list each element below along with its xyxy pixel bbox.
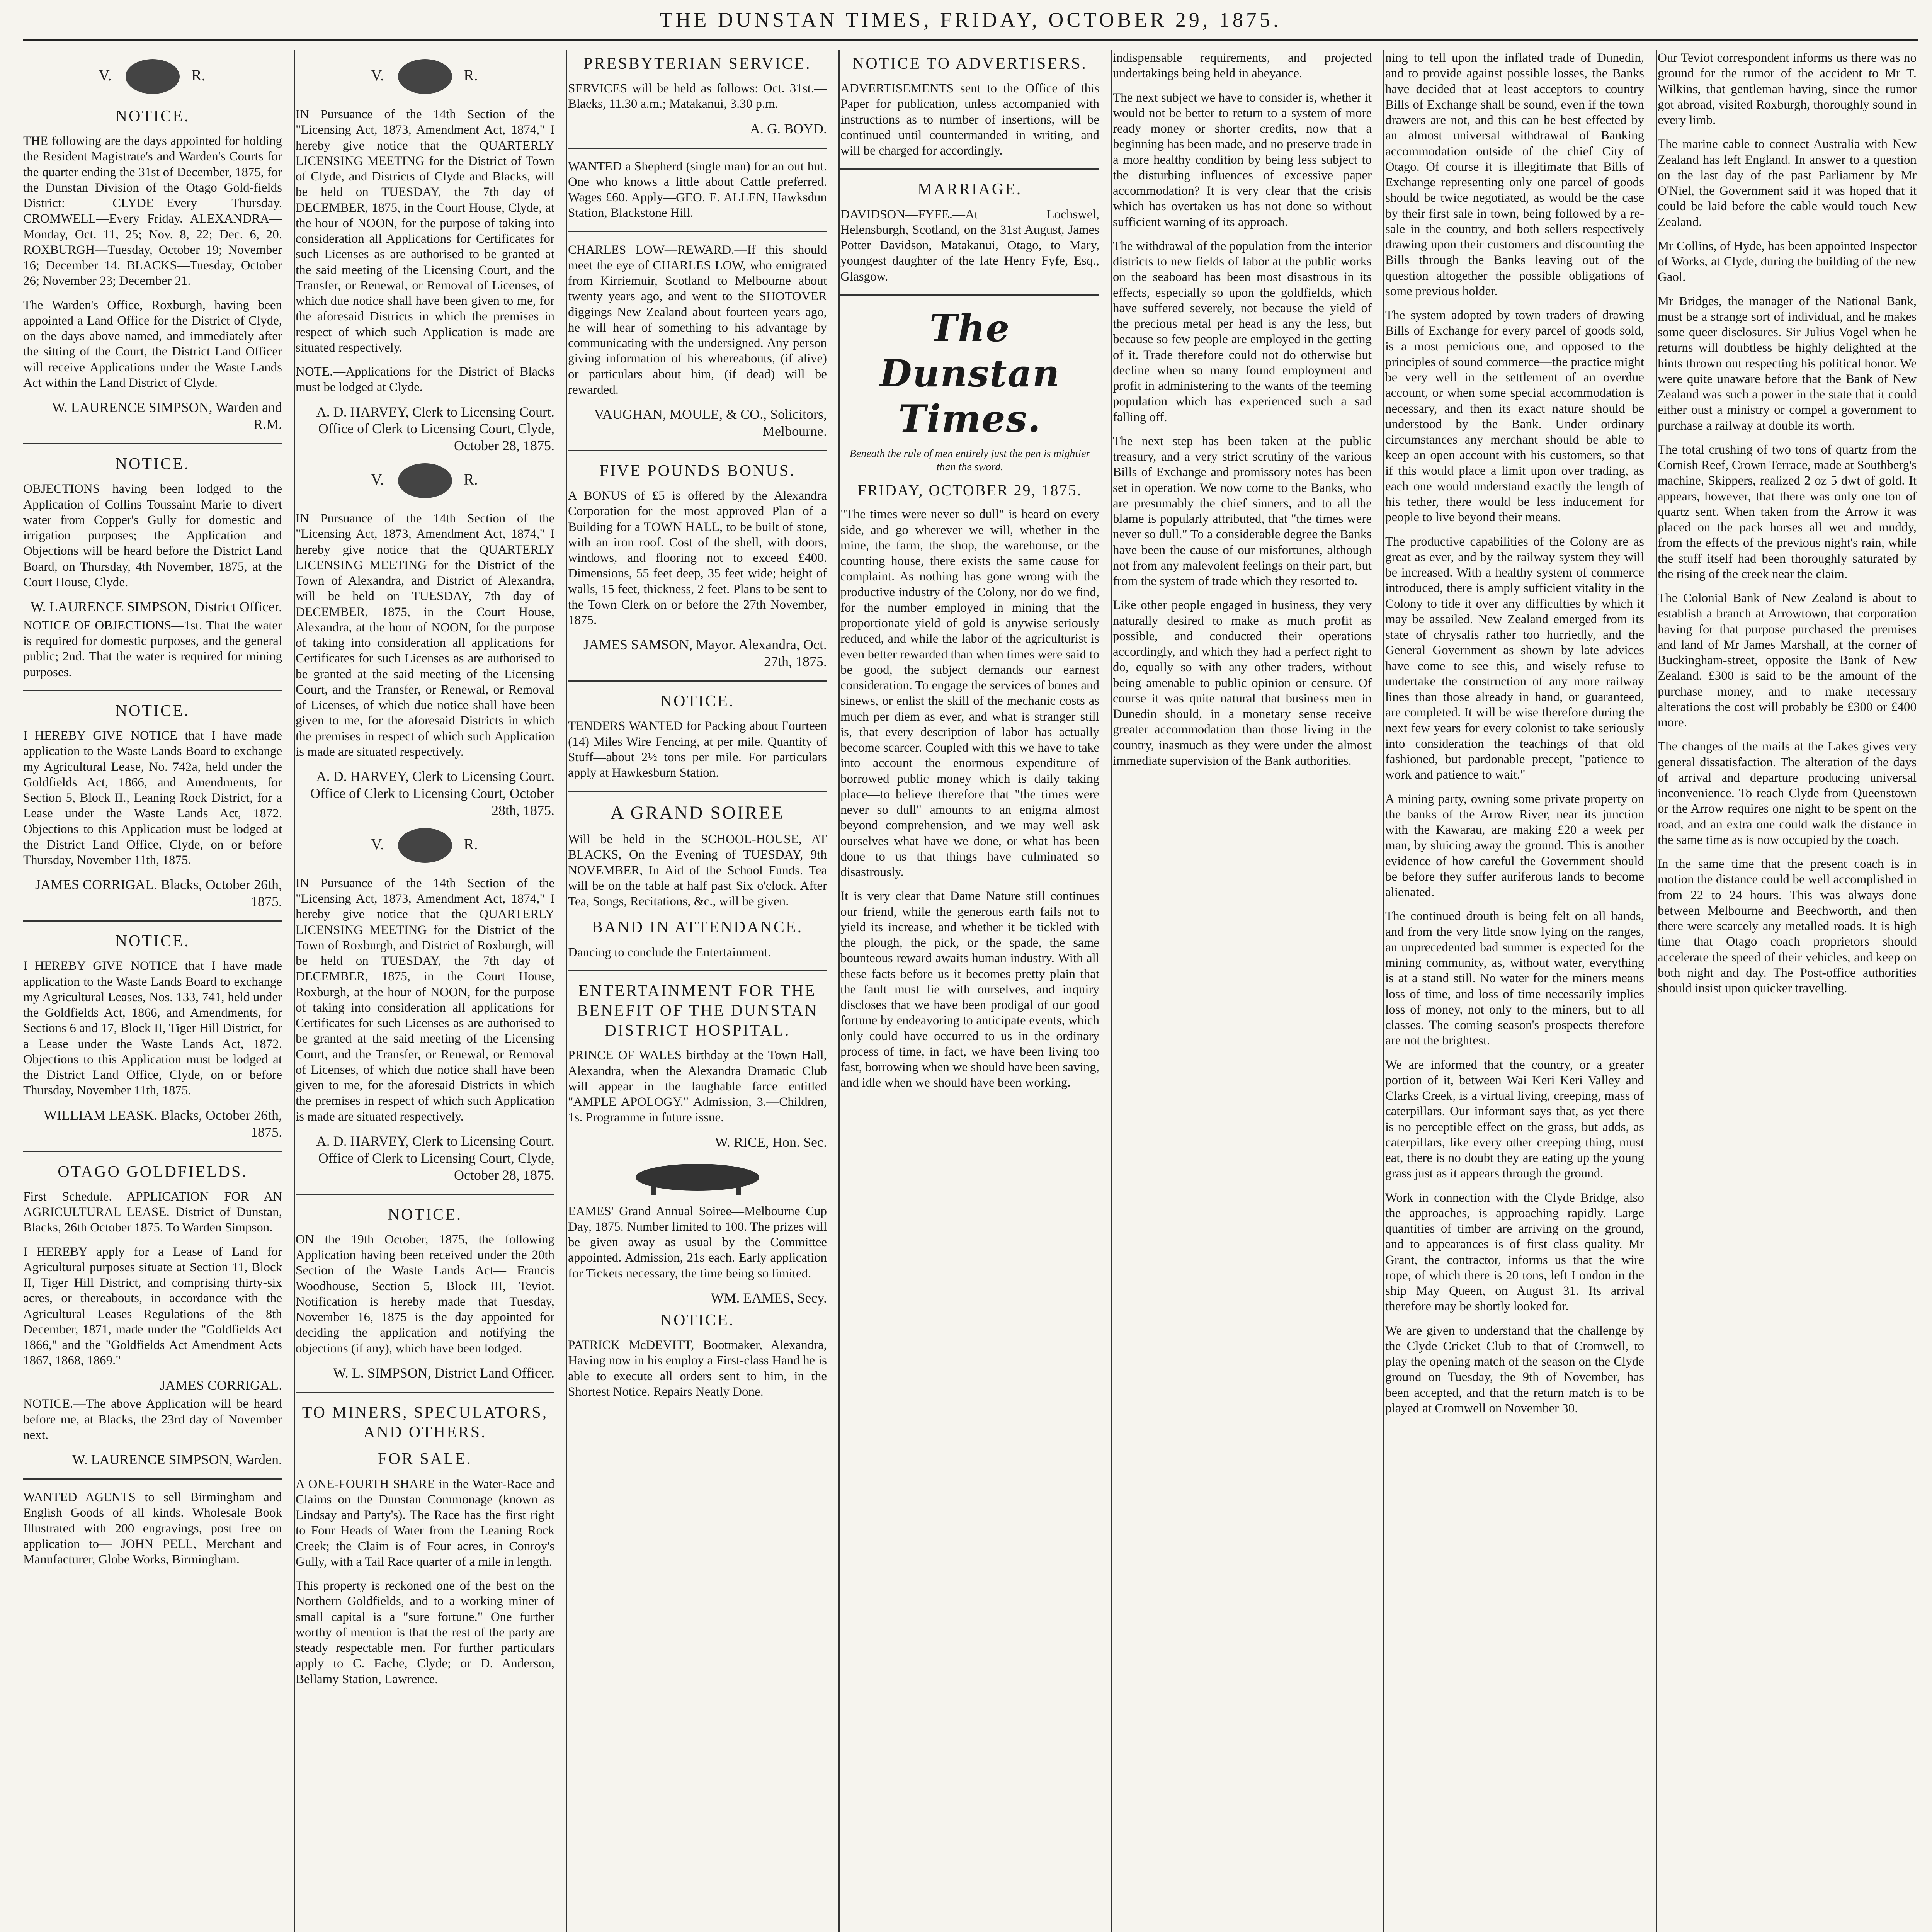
column-2 xyxy=(296,50,554,1932)
news-item: We are given to understand that the challenge by the Clyde Cricket Club to that of Cromwell, to play the opening match of the season on the Clyde ground on Tuesday, the 9th of November, has been accepted, and that the return match is to be played at Cromwell on November 30. xyxy=(1385,1323,1644,1415)
signature: W. LAURENCE SIMPSON, District Officer. xyxy=(31,599,282,615)
agents-wanted-ad: WANTED AGENTS to sell Birmingham and English Goods of all kinds. Wholesale Book Illustrated with 200 engravings, post free on application to— JOHN PELL, Merchant and Manufacturer, Globe Works, Birmingham. xyxy=(23,1490,282,1567)
signature: A. D. HARVEY, Clerk to Licensing Court. Office of Clerk to Licensing Court, Clyde, October 28, 1875. xyxy=(316,404,554,454)
signature: WM. EAMES, Secy. xyxy=(711,1290,827,1306)
objections-list: NOTICE OF OBJECTIONS—1st. That the water is required for domestic purposes, and the general public; 2nd. That the water is required for mining purposes. xyxy=(23,618,282,679)
application-header: First Schedule. APPLICATION FOR AN AGRICULTURAL LEASE. District of Dunstan, Blacks, 26th October 1875. To Warden Simpson. xyxy=(23,1189,282,1235)
land-office-text: The Warden's Office, Roxburgh, having been appointed a Land Office for the District of Clyde, on the days above named, and immediately after the sitting of the Court, the District Land Officer will receive Applications under the Waste Lands Act within the Land District of Clyde. xyxy=(23,298,282,390)
section-heading: FOR SALE. xyxy=(378,1450,472,1468)
editorial-paragraph: Like other people engaged in business, they very naturally desired to make as much profit as possible, and conducted their operations accordingly, and which they had a perfect right to do, equally so with any other traders, without being amenable to public opinion or censure. Of course it was quite natural that business men in Dunedin should, in a monetary sense receive greater accommodation than those living in the country, inasmuch as they were under the almost immediate supervision of the Bank authorities. xyxy=(1113,598,1372,768)
divider xyxy=(296,1194,554,1195)
svg-text:V.: V. xyxy=(371,835,384,853)
divider xyxy=(568,148,827,149)
column-1 xyxy=(23,50,282,1932)
column-6 xyxy=(1385,50,1644,1932)
divider xyxy=(840,294,1099,296)
notice-title: NOTICE. xyxy=(660,692,735,711)
section-heading: BAND IN ATTENDANCE. xyxy=(592,918,803,937)
reward-notice: CHARLES LOW—REWARD.—If this should meet the eye of CHARLES LOW, who emigrated from Kirriemuir, Scotland to Melbourne about twenty years ago, and went to the SHOTOVER diggings New Zealand about fourteen years ago, he will hear of something to his advantage by communicating with the undersigned. Any person giving information of his whereabouts, (if alive) or particulars about him, (if dead) will be rewarded. xyxy=(568,243,827,397)
editorial-paragraph: The system adopted by town traders of drawing Bills of Exchange for every parcel of goods sold, is a most pernicious one, and opposed to the principles of sound commerce—the practice might be very well in the settlement of an overdue account, or when some special accommodation is necessary, and then its exact nature should be understood by the Bank. Under ordinary circumstances any merchant should be able to keep an open account with his customers, so that if this would place a limit upon over trading, as each one would understand exactly the length of his tether, there would be less inducement for people to live beyond their means. xyxy=(1385,308,1644,525)
section-heading: NOTICE TO ADVERTISERS. xyxy=(852,55,1087,73)
section-heading: TO MINERS, SPECULATORS, AND OTHERS. xyxy=(302,1403,548,1442)
section-heading: MARRIAGE. xyxy=(917,180,1022,199)
editorial-paragraph: The productive capabilities of the Colony are as great as ever, and by the railway system they will be increased. With a healthy system of commerce introduced, there is amply sufficient vitality in the Colony to tide it over any difficulties by which it may be assailed. New Zealand emerged from its state of chrysalis rather too hurriedly, and the General Government as shown by late advices have come to see this, and wisely refuse to undertake the construction of any more railway lines than those already in hand, or guaranteed, are completed. It will be wise therefore during the next few years for every colonist to take seriously into consideration the teachings of that old fashioned, but pardonable precept, "patience to work and patience to wait." xyxy=(1385,534,1644,782)
signature: A. D. HARVEY, Clerk to Licensing Court. Office of Clerk to Licensing Court, October 28th, 1875. xyxy=(310,769,554,818)
court-days-text: THE following are the days appointed for holding the Resident Magistrate's and Warden's Courts for the quarter ending the 31st of December, 1875, for the Dunstan Division of the Otago Gold-fields District:— CLYDE—Every Thursday. CROMWELL—Every Friday. ALEXANDRA—Monday, Oct. 11, 25; Nov. 8, 22; Dec. 6, 20. ROXBURGH—Tuesday, October 19; November 16; December 14. BLACKS—Tuesday, October 26; November 23; December 21. xyxy=(23,134,282,288)
divider xyxy=(568,450,827,451)
dateline: FRIDAY, OCTOBER 29, 1875. xyxy=(857,481,1082,499)
column-rule xyxy=(838,50,840,1932)
shepherd-wanted-ad: WANTED a Shepherd (single man) for an out hut. One who knows a little about Cattle preferred. Wages £60. Apply—GEO. E. ALLEN, Hawksdun Station, Blackstone Hill. xyxy=(568,159,827,220)
notice-title: NOTICE. xyxy=(115,455,190,473)
news-item: Mr Bridges, the manager of the National Bank, must be a strange sort of individual, and he makes some queer disclosures. Sir Julius Vogel when he returns will doubtless be highly delighted at the hints thrown out respecting his political honor. We were quite unaware before that the Bank of New Zealand was such a power in the state that it could either oust a ministry or compel a government to purchase a railway at double its worth. xyxy=(1658,294,1917,433)
news-item: The continued drouth is being felt on all hands, and from the very little snow lying on the ranges, an unprecedented bad summer is expected for the mining community, as, without water, everything is at a stand still. No water for the miners means loss of time, and loss of time necessarily implies loss of money, not only to the miners, but to all classes. The coming season's prospects therefore are not the brightest. xyxy=(1385,909,1644,1048)
svg-text:R.: R. xyxy=(191,66,206,84)
svg-text:V.: V. xyxy=(99,66,112,84)
newspaper-title-logo: The Dunstan Times. xyxy=(879,306,1060,441)
svg-text:V.: V. xyxy=(371,66,384,84)
waste-lands-notice: ON the 19th October, 1875, the following Application having been received under the 20th Section of the Waste Lands Act— Francis Woodhouse, Section 5, Block III, Teviot. Notification is hereby made that Tuesday, November 16, 1875 is the day appointed for deciding the application and notifying the objections (if any), which have been lodged. xyxy=(296,1232,554,1355)
column-rule xyxy=(566,50,567,1932)
svg-text:R.: R. xyxy=(464,835,478,853)
signature: W. LAURENCE SIMPSON, Warden and R.M. xyxy=(52,400,282,432)
royal-crest-icon xyxy=(367,53,483,100)
divider xyxy=(23,443,282,444)
hearing-notice: NOTICE.—The above Application will be heard before me, at Blacks, the 23rd day of November next. xyxy=(23,1397,282,1442)
presbyterian-service-text: SERVICES will be held as follows: Oct. 31st.—Blacks, 11.30 a.m.; Matakanui, 3.30 p.m. xyxy=(568,82,827,111)
section-heading: ENTERTAINMENT FOR THE BENEFIT OF THE DUNSTAN DISTRICT HOSPITAL. xyxy=(577,982,818,1040)
editorial-paragraph: "The times were never so dull" is heard on every side, and go wherever we will, whether in the mine, the farm, the shop, the warehouse, or the counting house, there exists the same cause for complaint. As nothing has gone wrong with the productive industry of the Colony, nor do we find, for the number employed in mining that the proportionate yield of gold is anywise seriously reduced, and while the labor of the agriculturist is even better rewarded than when times were said to be good, the subject demands our earnest consideration. To engage the services of bones and sinews, or enlist the skill of the mechanic costs as much per diem as ever, and what is stranger still is, that every description of labor has actually become scarcer. Coupled with this we have to take into account the enormous expenditure of borrowed public money which is daily taking place—to believe therefore that "the times were never so dull" amounts to an enigma almost beyond comprehension, and we may well ask ourselves what have we done, or what has been done to us that things have culminated so disastrously. xyxy=(840,507,1099,879)
objections-text: OBJECTIONS having been lodged to the Application of Collins Toussaint Marie to divert water from Copper's Gully for domestic and irrigation purposes; the Application and Objections will be heard before the District Land Board, on Thursday, 4th November, 1875, at the Court House, Clyde. xyxy=(23,482,282,589)
royal-crest-icon xyxy=(95,53,211,100)
soiree-text: Will be held in the SCHOOL-HOUSE, AT BLACKS, On the Evening of TUESDAY, 9th NOVEMBER, In Aid of the School Funds. Tea will be on the table at half past Six o'clock. After Tea, Songs, Recitations, &c., will be given. xyxy=(568,832,827,909)
notice-title: NOTICE. xyxy=(115,702,190,720)
signature: A. D. HARVEY, Clerk to Licensing Court. Office of Clerk to Licensing Court, Clyde, October 28, 1875. xyxy=(316,1133,554,1183)
signature: W. LAURENCE SIMPSON, Warden. xyxy=(72,1452,282,1468)
lease-notice-text: I HEREBY GIVE NOTICE that I have made application to the Waste Lands Board to exchange my Agricultural Lease, No. 742a, held under the Goldfields Act, 1866, and Amendments, for Section 5, Block II., Leaning Rock District, for a Lease under the Waste Lands Act, 1872. Objections to this Application must be lodged at the District Land Office, Clyde, on or before Thursday, November 11th, 1875. xyxy=(23,729,282,867)
masthead: THE DUNSTAN TIMES, FRIDAY, OCTOBER 29, 1875. xyxy=(23,8,1918,41)
bonus-notice: A BONUS of £5 is offered by the Alexandra Corporation for the most approved Plan of a Building for a TOWN HALL, to be built of stone, with an iron roof. Cost of the shell, with doors, windows, and flooring not to exceed £400. Dimensions, 55 feet deep, 35 feet wide; height of walls, 15 feet, thickness, 2 feet. Plans to be sent to the Town Clerk on or before the 27th November, 1875. xyxy=(568,489,827,628)
column-7 xyxy=(1658,50,1917,1932)
svg-text:R.: R. xyxy=(464,471,478,488)
royal-crest-icon xyxy=(367,822,483,869)
signature: JAMES SAMSON, Mayor. Alexandra, Oct. 27th, 1875. xyxy=(583,637,827,670)
news-item: The total crushing of two tons of quartz from the Cornish Reef, Crown Terrace, made at Southberg's machine, Skippers, realized 2 oz 5 dwt of gold. It appears, however, that there was only one ton of quartz sent. When taken from the Arrow it was placed on the pack horses all wet and muddy, from the effects of the previous night's rain, while the stuff itself had been thoroughly saturated by the rising of the creek near the claim. xyxy=(1658,442,1917,581)
bootmaker-ad: PATRICK McDEVITT, Bootmaker, Alexandra, Having now in his employ a First-class Hand he is able to execute all orders sent to him, in the Shortest Notice. Repairs Neatly Done. xyxy=(568,1338,827,1399)
divider xyxy=(840,168,1099,170)
licensing-notice-roxburgh: IN Pursuance of the 14th Section of the "Licensing Act, 1873, Amendment Act, 1874," I hereby give notice that the QUARTERLY LICENSING MEETING for the District of the Town of Roxburgh, and District of Roxburgh, will be held on TUESDAY, the 7th day of DECEMBER, 1875, in the Court House, Roxburgh, at the hour of NOON, for the purpose of taking into consideration all applications for Certificates for such Licenses as are authorised to be granted at the said meeting of the Licensing Court, and the Transfer, or Renewal, or Removal of Licenses, of which due notice shall have been given to me, for the aforesaid Districts in which the premises in respect of which such Application is made are situated respectively. xyxy=(296,876,554,1124)
soiree-heading: A GRAND SOIREE xyxy=(610,803,785,823)
divider xyxy=(568,231,827,232)
marriage-notice: DAVIDSON—FYFE.—At Lochswel, Helensburgh, Scotland, on the 31st August, James Potter Davidson, Matakanui, Otago, to Mary, youngest daughter of the late Henry Fyfe, Esq., Glasgow. xyxy=(840,207,1099,284)
signature: VAUGHAN, MOULE, & CO., Solicitors, Melbourne. xyxy=(594,406,827,439)
divider xyxy=(296,1392,554,1393)
licensing-notice-clyde: IN Pursuance of the 14th Section of the "Licensing Act, 1873, Amendment Act, 1874," I hereby give notice that the QUARTERLY LICENSING MEETING for the District of Town of Clyde, and Districts of Clyde and Blacks, will be held on TUESDAY, the 7th day of DECEMBER, 1875, in the Court House, Clyde, at the hour of NOON, for the purpose of taking into consideration all Applications for Certificates for such Licenses as are authorised to be granted at the said meeting of the Licensing Court, and the Transfer, or Renewal, or Removal of Licenses, of which due notice shall have been given to me, for the aforesaid Districts in which the premises in respect of which such Application is made are situated respectively. xyxy=(296,107,554,355)
divider xyxy=(23,1151,282,1152)
editorial-paragraph: The next step has been taken at the public treasury, and a very strict scrutiny of the various Bills of Exchange and promissory notes has been set in operation. We now come to the Banks, who are presumably the chief sinners, and to all the blame is popularly attributed, that "the times were never so dull." To a considerable degree the Banks have been the cause of our misfortunes, although not from any malevolent feelings on their part, but from the system of trade which they resorted to. xyxy=(1113,434,1372,588)
licensing-notice-alexandra: IN Pursuance of the 14th Section of the "Licensing Act, 1873, Amendment Act, 1874," I hereby give notice that the QUARTERLY LICENSING MEETING for the District of the Town of Alexandra, and District of Alexandra, will be held on TUESDAY, 7th day of DECEMBER, 1875, in the Court House, Alexandra, at the hour of NOON, for the purpose of taking into consideration all applications for Certificates for such Licenses as are authorised to be granted at the said meeting of the Licensing Court, and the Transfer, or Renewal, or Removal of Licenses, of which due notice shall have been given to me, for the aforesaid Districts in which the premises in respect of which such Application is made are situated respectively. xyxy=(296,512,554,759)
svg-text:R.: R. xyxy=(464,66,478,84)
for-sale-details: This property is reckoned one of the best on the Northern Goldfields, and to a working miner of small capital is a "sure fortune." One further worthy of mention is that the rest of the party are steady respectable men. For further particulars apply to C. Fache, Clyde; or D. Anderson, Bellamy Station, Lawrence. xyxy=(296,1579,554,1686)
editorial-paragraph: indispensable requirements, and projected undertakings being held in abeyance. xyxy=(1113,51,1372,81)
advertisers-notice: ADVERTISEMENTS sent to the Office of this Paper for publication, unless accompanied with instructions as to number of insertions, will be continued until countermanded in writing, and will be charged for accordingly. xyxy=(840,82,1099,158)
signature: W. L. SIMPSON, District Land Officer. xyxy=(333,1365,554,1381)
column-5 xyxy=(1113,50,1372,1932)
entertainment-text: PRINCE OF WALES birthday at the Town Hall, Alexandra, when the Alexandra Dramatic Club will appear in the laughable farce entitled "AMPLE APOLOGY." Admission, 3.—Children, 1s. Programme in future issue. xyxy=(568,1048,827,1125)
signature: WILLIAM LEASK. Blacks, October 26th, 1875. xyxy=(44,1107,282,1140)
notice-title: NOTICE. xyxy=(388,1206,463,1224)
news-item: Mr Collins, of Hyde, has been appointed Inspector of Works, at Clyde, during the building of the new Gaol. xyxy=(1658,239,1917,284)
newspaper-motto: Beneath the rule of men entirely just the pen is mightier than the sword. xyxy=(849,448,1090,473)
signature: A. G. BOYD. xyxy=(750,121,827,136)
tenders-wanted-ad: TENDERS WANTED for Packing about Fourteen (14) Miles Wire Fencing, at per mile. Quantity of Stuff—about 2½ tons per mile. For particulars apply at Hawkesburn Station. xyxy=(568,719,827,780)
column-4 xyxy=(840,50,1099,1932)
divider xyxy=(568,970,827,971)
svg-text:V.: V. xyxy=(371,471,384,488)
soiree-dancing: Dancing to conclude the Entertainment. xyxy=(568,945,771,959)
for-sale-text: A ONE-FOURTH SHARE in the Water-Race and Claims on the Dunstan Commonage (known as Lindsay and Party's). The Race has the first right to Four Heads of Water from the Leaning Rock Creek; the Claim is of Four acres, in Conroy's Gully, with a Tail Race quarter of a mile in length. xyxy=(296,1477,554,1569)
column-rule xyxy=(1383,50,1384,1932)
column-rule xyxy=(294,50,295,1932)
section-heading: FIVE POUNDS BONUS. xyxy=(599,462,796,480)
divider xyxy=(568,791,827,792)
news-item: We are informed that the country, or a greater portion of it, between Wai Keri Keri Valley and Clarks Creek, is a virtual living, creeping, mass of caterpillars. Our informant says that, as yet there is no perceptible effect on the grass, but adds, as caterpillars, like every other creeping thing, must eat, there is no doubt they are eating up the young grass just as it appears through the ground. xyxy=(1385,1058,1644,1181)
editorial-paragraph: It is very clear that Dame Nature still continues our friend, while the generous earth fails not to yield its increase, and whether it be tickled with the plough, the pick, or the spade, the same bounteous reward awaits human industry. With all these facts before us it becomes pretty plain that the fault must lie with ourselves, and inquiry discloses that we have been prodigal of our good fortune by endeavoring to anticipate events, which only could have occurred to us in the ordinary process of time, in fact, we have been living too fast, borrowing when we should have been saving, and idle when we should have been working. xyxy=(840,889,1099,1090)
section-heading: OTAGO GOLDFIELDS. xyxy=(58,1163,248,1181)
eames-soiree-text: EAMES' Grand Annual Soiree—Melbourne Cup Day, 1875. Number limited to 100. The prizes will be given away as usual by the Committee appointed. Admission, 21s each. Early application for Tickets necessary, the time being so limited. xyxy=(568,1204,827,1281)
divider xyxy=(23,920,282,922)
application-text: I HEREBY apply for a Lease of Land for Agricultural purposes situate at Section 11, Block II, Tiger Hill District, and comprising thirty-six acres, or thereabouts, in accordance with the Agricultural Leases Regulations of the 8th December, 1871, made under the "Goldfields Act 1866," and the "Goldfields Act Amendment Acts 1867, 1868, 1869." xyxy=(23,1245,282,1368)
editorial-paragraph: The withdrawal of the population from the interior districts to new fields of labor at the public works on the seaboard has been most disastrous in its effects, especially so upon the goldfields, which have suffered severely, not because the yield of the precious metal per head is any the less, but because so few people are employed in the getting of it. Trade therefore could not do otherwise but decline when so many found employment and profit in administering to the wants of the teeming population which has experienced such a sad falling off. xyxy=(1113,239,1372,424)
notice-title: NOTICE. xyxy=(660,1311,735,1329)
signature: JAMES CORRIGAL. xyxy=(160,1377,282,1393)
news-item: Work in connection with the Clyde Bridge, also the approaches, is approaching rapidly. Large quantities of timber are arriving on the ground, and to appearances is of first class quality. Mr Grant, the contractor, informs us that the wire rope, of which there is 20 tons, left London in the ship May Queen, on August 31. Its arrival therefore may be shortly looked for. xyxy=(1385,1190,1644,1314)
editorial-paragraph: ning to tell upon the inflated trade of Dunedin, and to provide against possible losses, the Banks have decided that at least acceptors to country Bills of Exchange shall be sound, even if the town drawers are not, and this can be best effected by an almost universal withdrawal of Banking accommodation outside of the chief City of Otago. Of course it is illegitimate that Bills of Exchange representing only one parcel of goods should be twice negotiated, as would be the case by their first sale in town, being followed by a re-sale in the country, and both sellers respectively drawing upon their customers and discounting the Bills through the Banks leaving out of the question altogether the possible obligations of some previous holder. xyxy=(1385,51,1644,298)
notice-title: NOTICE. xyxy=(115,932,190,951)
news-item: The Colonial Bank of New Zealand is about to establish a branch at Arrowtown, that corporation having for that purpose purchased the premises and land of Mr James Marshall, at the corner of Buckingham-street, opposite the Bank of New Zealand. £300 is said to be the amount of the purchase money, and to make necessary alterations the cost will probably be £300 or £400 more. xyxy=(1658,591,1917,730)
news-item: In the same time that the present coach is in motion the distance could be well accomplished in from 22 to 24 hours. This was always done between Melbourne and Beechworth, and then there were scarcely any metalled roads. It is high time that Otago coach proprietors should accelerate the speed of their vehicles, and keep on both night and day. The Post-office authorities should insist upon quicker travelling. xyxy=(1658,857,1917,995)
section-heading: PRESBYTERIAN SERVICE. xyxy=(583,55,811,73)
horse-rider-icon xyxy=(601,1154,794,1197)
editorial-paragraph: The next subject we have to consider is, whether it would not be better to return to a system of more ready money or shorter credits, now that a beginning has been made, and no preserve trade in a more healthy condition by being less subject to the disturbing influences of excessive paper accommodation? It is very clear that the crisis which has overtaken us has not done so without sufficient warning of its approach. xyxy=(1113,90,1372,229)
divider xyxy=(23,1478,282,1480)
news-item: Our Teviot correspondent informs us there was no ground for the rumor of the accident to Mr T. Wilkins, that gentleman having, since the rumor got abroad, visited Roxburgh, thoroughly sound in every limb. xyxy=(1658,51,1917,127)
column-rule xyxy=(1111,50,1112,1932)
royal-crest-icon xyxy=(367,457,483,504)
notice-title: NOTICE. xyxy=(115,107,190,125)
column-3 xyxy=(568,50,827,1932)
lease-notice-text: I HEREBY GIVE NOTICE that I have made application to the Waste Lands Board to exchange my Agricultural Leases, Nos. 133, 741, held under the Goldfields Act, 1866, and Amendments, for Sections 6 and 17, Block II, Tiger Hill District, for a Lease under the Waste Lands Act, 1872. Objections to this Application must be lodged at the District Land Office, Clyde, on or before Thursday, November 11th, 1875. xyxy=(23,959,282,1098)
licensing-note: NOTE.—Applications for the District of Blacks must be lodged at Clyde. xyxy=(296,365,554,395)
newspaper-columns xyxy=(23,50,1918,1932)
column-rule xyxy=(1656,50,1657,1932)
signature: JAMES CORRIGAL. Blacks, October 26th, 1875. xyxy=(35,877,282,910)
news-item: A mining party, owning some private property on the banks of the Arrow River, near its junction with the Kawarau, are making £20 a week per man, by sluicing away the ground. This is another evidence of how careful the Government should be before they suffer auriferous lands to become alienated. xyxy=(1385,792,1644,899)
divider xyxy=(568,680,827,682)
signature: W. RICE, Hon. Sec. xyxy=(715,1134,827,1150)
news-item: The changes of the mails at the Lakes gives very general dissatisfaction. The alteration of the days of arrival and departure producing universal inconvenience. To reach Clyde from Queenstown or the Arrow requires one night to be spent on the road, and an extra one could walk the distance in the same time as is now occupied by the coach. xyxy=(1658,740,1917,847)
news-item: The marine cable to connect Australia with New Zealand has left England. In answer to a question on the last day of the past Parliament by Mr O'Niel, the Government said it was hoped that it could be laid before the cable would touch New Zealand. xyxy=(1658,137,1917,229)
divider xyxy=(23,690,282,691)
